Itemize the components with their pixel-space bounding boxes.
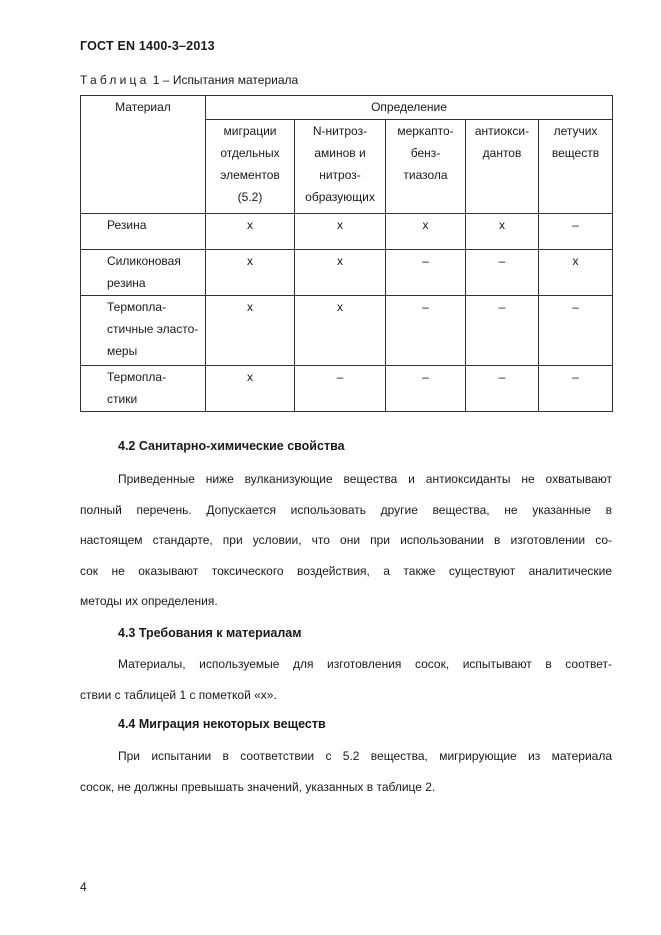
value-cell: x: [539, 250, 613, 296]
subheader-line: тиазола: [403, 168, 448, 182]
subheader-line: летучих: [553, 124, 598, 138]
subheader-cell: [386, 120, 466, 214]
table-row: [81, 296, 613, 366]
value-cell: –: [466, 366, 539, 412]
paragraph-line: ствии с таблицей 1 с пометкой «х».: [80, 687, 277, 702]
subheader-line: бенз-: [410, 146, 441, 160]
value-cell: –: [386, 296, 466, 366]
subheader-cell: [206, 120, 295, 214]
subheader-cell: [466, 120, 539, 214]
section-4-2-heading: 4.2 Санитарно-химические свойства: [118, 439, 345, 453]
material-line: Термопла-: [107, 300, 167, 314]
document-title: ГОСТ EN 1400-3–2013: [80, 39, 215, 53]
value-cell: x: [295, 296, 386, 366]
section-4-4-paragraph: [80, 741, 612, 802]
value-cell: –: [539, 214, 613, 250]
section-4-3-heading: 4.3 Требования к материалам: [118, 626, 302, 640]
material-line: стики: [107, 392, 138, 406]
value-cell: x: [206, 214, 295, 250]
page-number: 4: [80, 880, 87, 894]
value-cell: x: [295, 250, 386, 296]
material-line: Силиконовая: [107, 254, 181, 268]
subheader-line: антиокси-: [474, 124, 530, 138]
value-cell: x: [206, 366, 295, 412]
section-4-3-paragraph: [80, 649, 612, 710]
table-caption-text: 1 – Испытания материала: [152, 73, 299, 87]
subheader-cell: [539, 120, 613, 214]
value-cell: x: [386, 214, 466, 250]
value-cell: x: [295, 214, 386, 250]
value-cell: –: [295, 366, 386, 412]
value-cell: –: [539, 296, 613, 366]
material-cell: [81, 250, 206, 296]
subheader-line: (5.2): [237, 190, 263, 204]
subheader-line: образующих: [305, 190, 375, 204]
paragraph-line: При испытании в соответствии с 5.2 вещества, мигрирующие из материала: [118, 749, 612, 763]
header-determination: Определение: [206, 96, 613, 120]
value-cell: x: [206, 250, 295, 296]
value-cell: –: [466, 296, 539, 366]
table-row: [81, 250, 613, 296]
material-line: резина: [107, 276, 146, 290]
value-cell: x: [206, 296, 295, 366]
subheader-line: дантов: [482, 146, 522, 160]
table-row: [81, 214, 613, 250]
paragraph-line: настоящем стандарте, при условии, что они при использовании в изготовлении со-: [80, 533, 612, 548]
table-caption-word: Таблица: [80, 73, 150, 87]
paragraph-line: полный перечень. Допускается использовать другие вещества, не указанные в: [80, 502, 612, 517]
table-caption: [80, 73, 298, 87]
material-line: стичные эласто-: [107, 322, 199, 336]
subheader-line: отдельных: [220, 146, 280, 160]
value-cell: –: [466, 250, 539, 296]
header-material: Материал: [81, 96, 206, 214]
paragraph-line: сосок, не должны превышать значений, указанных в таблице 2.: [80, 779, 436, 794]
value-cell: –: [386, 250, 466, 296]
value-cell: –: [386, 366, 466, 412]
subheader-line: меркапто-: [397, 124, 454, 138]
material-line: Резина: [107, 218, 147, 232]
subheader-line: веществ: [551, 146, 600, 160]
subheader-line: нитроз-: [319, 168, 361, 182]
material-cell: [81, 366, 206, 412]
subheader-line: миграции: [223, 124, 277, 138]
subheader-line: элементов: [220, 168, 280, 182]
value-cell: –: [539, 366, 613, 412]
paragraph-line: Материалы, используемые для изготовления сосок, испытывают в соответ-: [118, 657, 612, 671]
paragraph-line: методы их определения.: [80, 594, 218, 609]
value-cell: x: [466, 214, 539, 250]
material-cell: [81, 296, 206, 366]
paragraph-line: сок не оказывают токсического воздействия, а также существуют аналитические: [80, 563, 612, 578]
subheader-line: аминов и: [314, 146, 366, 160]
materials-table: [80, 95, 613, 412]
material-cell: [81, 214, 206, 250]
subheader-cell: [295, 120, 386, 214]
table-row: [81, 366, 613, 412]
material-line: меры: [107, 344, 138, 358]
material-line: Термопла-: [107, 370, 167, 384]
subheader-line: N-нитроз-: [312, 124, 368, 138]
section-4-2-paragraph: [80, 464, 612, 617]
paragraph-line: Приведенные ниже вулканизующие вещества и антиоксиданты не охватывают: [118, 472, 612, 486]
section-4-4-heading: 4.4 Миграция некоторых веществ: [118, 717, 326, 731]
